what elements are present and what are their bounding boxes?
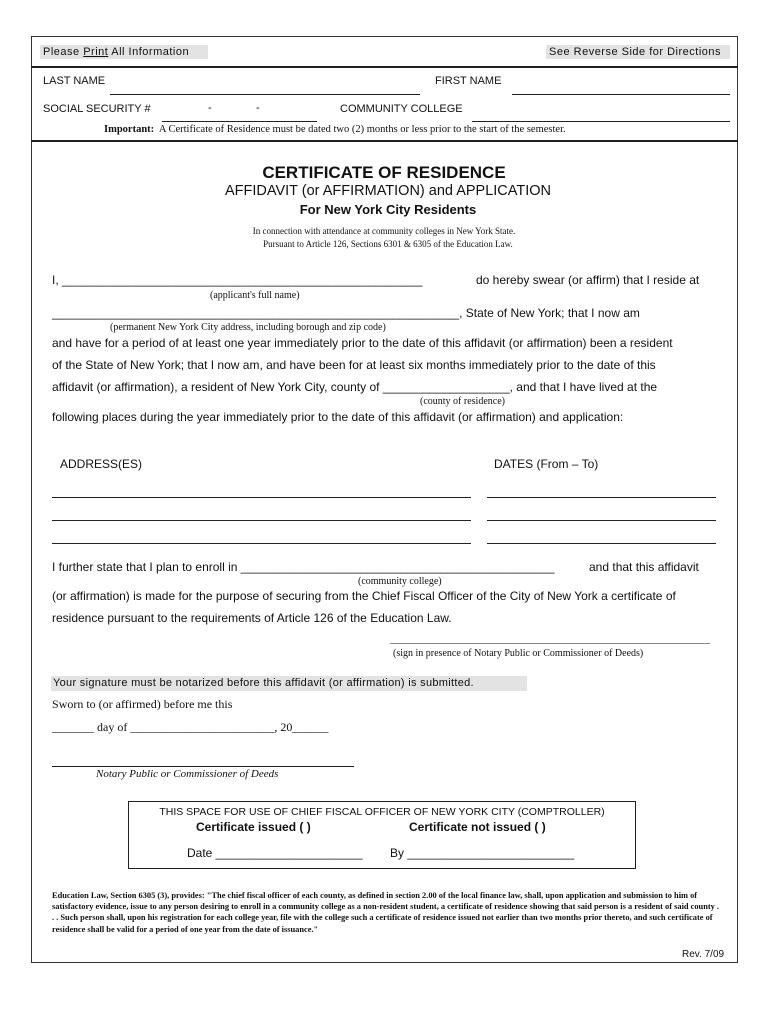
signature-caption: (sign in presence of Notary Public or Commissioner of Deeds) (393, 648, 644, 659)
ssn-label: SOCIAL SECURITY # (43, 103, 151, 115)
attendance-note: In connection with attendance at community colleges in New York State. (252, 226, 516, 236)
affidavit-line-6: following places during the year immediately prior to the date of this affidavit (or affirmation) and application: (52, 410, 624, 424)
last-name-field[interactable] (110, 94, 420, 95)
caption-applicant-name: (applicant's full name) (210, 290, 300, 301)
dates-field-3[interactable] (487, 543, 716, 544)
applicant-signature-field[interactable] (390, 643, 710, 644)
enroll-line-2: (or affirmation) is made for the purpose of securing from the Chief Fiscal Officer of the City of New York a certificate of (52, 589, 676, 603)
affidavit-line-1-start: I, ______________________________________________________ (52, 273, 423, 287)
revision-label: Rev. 7/09 (682, 949, 725, 960)
community-college-label: COMMUNITY COLLEGE (340, 103, 463, 115)
affidavit-line-2: _____________________________________________________________, State of New York; that I now am (52, 306, 640, 320)
ssn-field[interactable] (162, 121, 317, 122)
print-word: Print (83, 46, 109, 58)
address-header: ADDRESS(ES) (60, 457, 143, 471)
notary-warning: Your signature must be notarized before this affidavit (or affirmation) is submitted. (51, 676, 527, 691)
header-divider (31, 66, 738, 68)
caption-address: (permanent New York City address, including borough and zip code) (110, 322, 386, 333)
print-prefix: Please (43, 46, 84, 58)
comptroller-heading: THIS SPACE FOR USE OF CHIEF FISCAL OFFICER OF NEW YORK CITY (COMPTROLLER) (159, 806, 605, 818)
page-subtitle-nyc: For New York City Residents (299, 202, 477, 217)
affidavit-line-5: affidavit (or affirmation), a resident of New York City, county of ___________________, and that I have lived at the (52, 380, 658, 394)
ssn-dash-2: - (256, 102, 260, 114)
address-field-3[interactable] (52, 543, 471, 544)
enroll-line-1-end: and that this affidavit (589, 560, 699, 574)
see-reverse-note: See Reverse Side for Directions (546, 45, 730, 59)
article-note: Pursuant to Article 126, Sections 6301 & 6305 of the Education Law. (263, 239, 513, 249)
important-text: A Certificate of Residence must be dated two (2) months or less prior to the start of the semester. (158, 124, 566, 135)
important-label: Important: (104, 124, 155, 135)
address-field-2[interactable] (52, 520, 471, 521)
dates-header: DATES (From – To) (494, 457, 599, 471)
affidavit-line-4: of the State of New York; that I now am, and have been for at least six months immediately prior to the date of this (52, 358, 656, 372)
first-name-label: FIRST NAME (435, 75, 502, 87)
ssn-dash-1: - (208, 102, 212, 114)
notary-signature-field[interactable] (52, 766, 354, 767)
notary-date-line: _______ day of ________________________, 20______ (52, 720, 329, 734)
important-note (104, 124, 566, 135)
print-suffix: All Information (108, 46, 190, 58)
page-title: CERTIFICATE OF RESIDENCE (262, 163, 506, 182)
caption-community-college: (community college) (358, 576, 442, 587)
certificate-not-issued[interactable]: Certificate not issued ( ) (409, 820, 546, 834)
education-law-label: Education Law, Section 6305 (3), provides: (52, 891, 205, 900)
education-law-body: "The chief fiscal officer of each county, as defined in section 2.00 of the local finance law, shall, upon application and submission to him of satisfactory evidence, issue to any person desiring to enroll in a community college as a non-resident student, a certificate of residence showing that said person is a resident of said county . . . Such person shall, upon his registration for each college year, file with the college such a certificate of residence issued not earlier than two months prior thereto, and such certificate of residence shall be valid for a period of one year from the date of issuance." (52, 891, 720, 934)
important-divider (31, 140, 738, 142)
dates-field-2[interactable] (487, 520, 716, 521)
last-name-label: LAST NAME (43, 75, 106, 87)
print-instruction (40, 45, 208, 59)
sworn-text: Sworn to (or affirmed) before me this (52, 697, 233, 711)
affidavit-line-3: and have for a period of at least one year immediately prior to the date of this affidavit (or affirmation) been a resident (52, 336, 673, 350)
enroll-line-3: residence pursuant to the requirements of Article 126 of the Education Law. (52, 611, 452, 625)
notary-caption: Notary Public or Commissioner of Deeds (96, 768, 279, 780)
address-field-1[interactable] (52, 497, 471, 498)
page-subtitle: AFFIDAVIT (or AFFIRMATION) and APPLICATION (224, 183, 552, 199)
comptroller-date-field[interactable]: Date ______________________ (187, 846, 363, 860)
affidavit-line-1-end: do hereby swear (or affirm) that I reside at (476, 273, 700, 287)
education-law-text (52, 890, 720, 935)
first-name-field[interactable] (512, 94, 730, 95)
caption-county: (county of residence) (420, 396, 505, 407)
enroll-line-1-start: I further state that I plan to enroll in _______________________________________________ (52, 560, 555, 574)
dates-field-1[interactable] (487, 497, 716, 498)
community-college-field[interactable] (472, 121, 730, 122)
comptroller-by-field[interactable]: By _________________________ (390, 846, 575, 860)
certificate-issued[interactable]: Certificate issued ( ) (196, 820, 311, 834)
